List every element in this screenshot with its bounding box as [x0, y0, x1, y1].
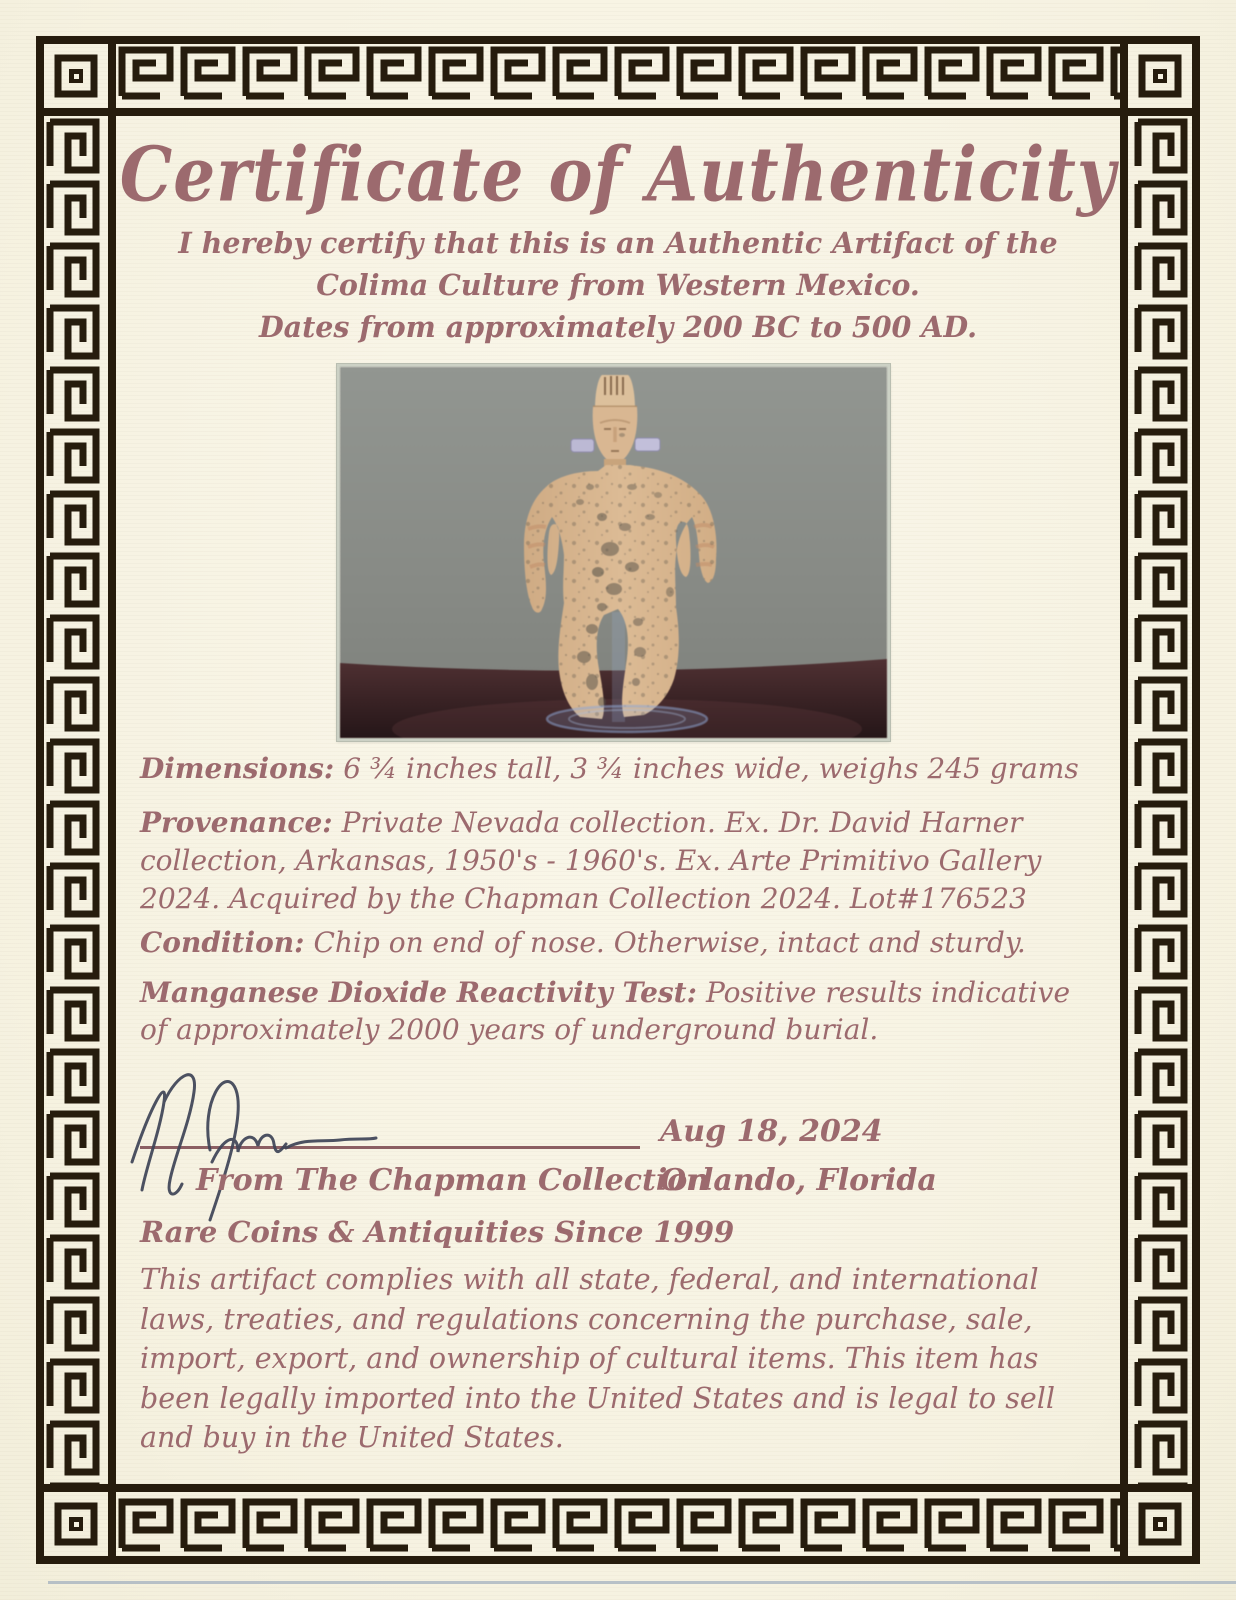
border-band-top: [116, 46, 1120, 100]
spec-row-manganese-test: [140, 974, 1098, 1048]
border-corner-top-left: [40, 40, 112, 112]
spec-label-manganese-test: Manganese Dioxide Reactivity Test:: [140, 976, 697, 1009]
border-band-bottom: [116, 1498, 1120, 1552]
legal-text: This artifact complies with all state, federal, and international laws, treaties, and regulations concerning the purchase, sale, import, export, and ownership of cultural items. This item has been legally imported into the United States and is legal to sell and buy in the United States.: [140, 1263, 1055, 1454]
spec-text-manganese-test: Positive results indicative of approximately 2000 years of underground burial.: [140, 976, 1071, 1046]
certify-line-2: Colima Culture from Western Mexico.: [316, 268, 920, 302]
border-corner-top-right: [1124, 40, 1196, 112]
display-stand-base: [547, 706, 707, 732]
spec-text-condition: Chip on end of nose. Otherwise, intact and sturdy.: [313, 926, 1026, 959]
signature-scrawl: [118, 1050, 448, 1225]
artifact-photo-image: [340, 367, 887, 738]
certify-line-1: I hereby certify that this is an Authentic Artifact of the: [178, 226, 1058, 260]
spec-text-provenance: Private Nevada collection. Ex. Dr. David Harner collection, Arkansas, 1950's - 1960's. Ex. Arte Primitivo Gallery 2024. Acquired by the Chapman Collection 2024. Lot#176523: [140, 806, 1042, 915]
border-corner-bottom-right: [1124, 1488, 1196, 1560]
scan-edge-artifact: [48, 1581, 1236, 1584]
artifact-photo: [337, 364, 890, 741]
certificate-title: Certificate of Authenticity: [119, 130, 1117, 219]
spec-text-dimensions: 6 ¾ inches tall, 3 ¾ inches wide, weighs 245 grams: [343, 752, 1079, 785]
spec-label-provenance: Provenance:: [140, 806, 333, 839]
signature-source: From The Chapman Collection: [196, 1163, 710, 1198]
spec-label-dimensions: Dimensions:: [140, 752, 335, 785]
spec-row-dimensions: [140, 750, 1112, 788]
figurine-headdress: [595, 375, 635, 409]
border-corner-bottom-left: [40, 1488, 112, 1560]
spec-row-condition: [140, 924, 1112, 962]
ear-ornament-right: [635, 438, 660, 451]
spec-row-provenance: [140, 804, 1112, 918]
signature-date: Aug 18, 2024: [660, 1114, 883, 1149]
ear-ornament-left: [571, 439, 594, 452]
signature-location: Orlando, Florida: [660, 1163, 937, 1198]
certify-line-3: Dates from approximately 200 BC to 500 AD.: [258, 310, 978, 344]
business-tagline: Rare Coins & Antiquities Since 1999: [140, 1215, 735, 1249]
spec-label-condition: Condition:: [140, 926, 305, 959]
